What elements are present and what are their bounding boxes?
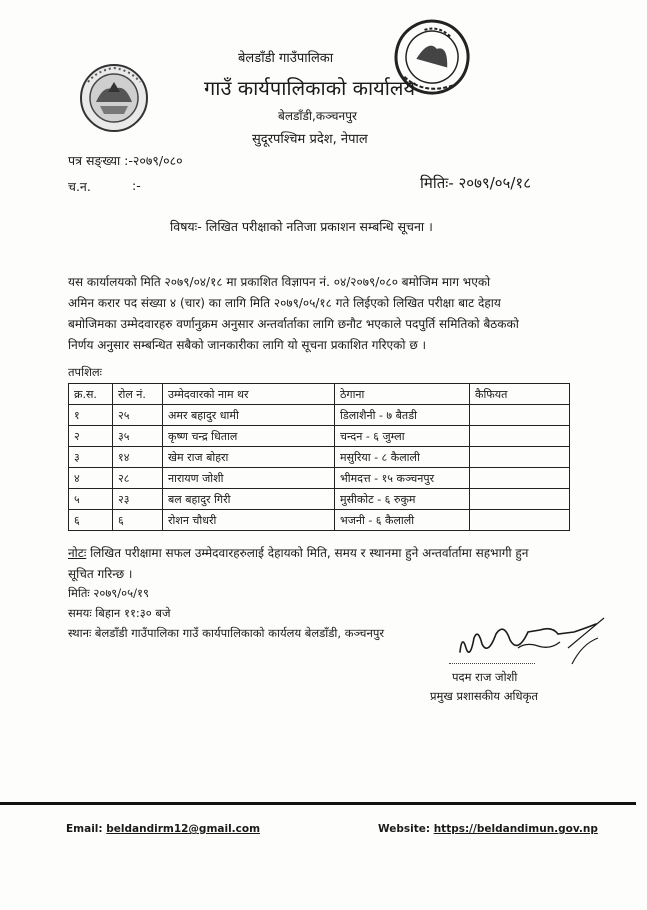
government-emblem-logo: [78, 62, 150, 134]
letter-date: मितिः- २०७९/०५/१८: [420, 174, 532, 192]
table-row: [69, 426, 570, 447]
signature-line: [449, 663, 535, 664]
province-name: सुदूरपश्चिम प्रदेश, नेपाल: [252, 132, 368, 147]
signatory-post: प्रमुख प्रशासकीय अधिकृत: [430, 689, 538, 703]
cell-remarks: [470, 489, 570, 510]
header-address: ठेगाना: [335, 384, 470, 405]
cell-remarks: [470, 468, 570, 489]
cell-roll: ६: [113, 510, 163, 531]
table-row: [69, 405, 570, 426]
cell-name: खेम राज बोहरा: [163, 447, 335, 468]
office-name: गाउँ कार्यपालिकाको कार्यालय: [204, 76, 416, 100]
cell-address: मसुरिया - ८ कैलाली: [335, 447, 470, 468]
note-label: नोटः: [68, 546, 87, 560]
cell-roll: २३: [113, 489, 163, 510]
cell-roll: १४: [113, 447, 163, 468]
footer-website: [378, 823, 598, 835]
interview-time: समयः बिहान ११:३० बजे: [68, 606, 171, 620]
table-row: [69, 510, 570, 531]
notice-note: [68, 543, 568, 585]
cell-name: अमर बहादुर धामी: [163, 405, 335, 426]
interview-date: मितिः २०७९/०५/१९: [68, 586, 149, 600]
note-line: सूचित गरिन्छ ।: [68, 567, 133, 581]
cell-remarks: [470, 447, 570, 468]
header-roll: रोल नं.: [113, 384, 163, 405]
cell-address: चन्दन - ६ जुम्ला: [335, 426, 470, 447]
signatory-name: पदम राज जोशी: [452, 670, 518, 684]
cell-serial: १: [69, 405, 113, 426]
table-caption: तपशिलः: [68, 365, 103, 379]
header-remarks: कैफियत: [470, 384, 570, 405]
footer-email: [66, 823, 260, 835]
table-header-row: [69, 384, 570, 405]
cell-serial: ६: [69, 510, 113, 531]
dispatch-number-label: च.न.: [68, 179, 91, 194]
dispatch-number-value: :-: [132, 178, 141, 193]
cell-roll: २५: [113, 405, 163, 426]
footer-rule: [0, 802, 636, 805]
office-address: बेलडाँडी,कञ्चनपुर: [278, 109, 357, 123]
table-row: [69, 468, 570, 489]
body-line: यस कार्यालयको मिति २०७९/०४/१८ मा प्रकाशित विज्ञापन नं. ०४/२०७९/०८० बमोजिम माग भएको: [68, 275, 491, 289]
municipality-name: बेलडाँडी गाउँपालिका: [238, 51, 334, 66]
header-name: उम्मेदवारको नाम थर: [163, 384, 335, 405]
body-line: बमोजिमका उम्मेदवारहरु वर्णानुक्रम अनुसार अन्तर्वार्ताका लागि छनौट भएकाले पदपुर्ति समितिको बैठकको: [68, 317, 519, 331]
table-row: [69, 447, 570, 468]
cell-serial: ३: [69, 447, 113, 468]
cell-serial: २: [69, 426, 113, 447]
header-serial: क्र.स.: [69, 384, 113, 405]
body-line: निर्णय अनुसार सम्बन्धित सबैको जानकारीका लागि यो सूचना प्रकाशित गरिएको छ ।: [68, 338, 427, 352]
email-link[interactable]: beldandirm12@gmail.com: [106, 823, 261, 835]
body-line: अमिन करार पद संख्या ४ (चार) का लागि मिति २०७९/०५/१८ गते लिईएको लिखित परीक्षा बाट देहाय: [68, 296, 501, 310]
cell-remarks: [470, 510, 570, 531]
subject-line: विषयः- लिखित परीक्षाको नतिजा प्रकाशन सम्बन्धि सूचना ।: [170, 219, 433, 234]
interview-venue: स्थानः बेलडाँडी गाउँपालिका गाउँ कार्यपालिकाको कार्यलय बेलडाँडी, कञ्चनपुर: [68, 626, 385, 640]
cell-name: कृष्ण चन्द्र धिताल: [163, 426, 335, 447]
cell-address: भजनी - ६ कैलाली: [335, 510, 470, 531]
note-line: [68, 543, 568, 564]
cell-name: बल बहादुर गिरी: [163, 489, 335, 510]
cell-name: नारायण जोशी: [163, 468, 335, 489]
candidate-table: [68, 383, 570, 531]
cell-remarks: [470, 405, 570, 426]
notice-body: [68, 272, 568, 356]
cell-roll: २८: [113, 468, 163, 489]
cell-serial: ५: [69, 489, 113, 510]
cell-remarks: [470, 426, 570, 447]
website-link[interactable]: https://beldandimun.gov.np: [433, 823, 598, 835]
note-text: लिखित परीक्षामा सफल उम्मेदवारहरुलाई देहायको मिति, समय र स्थानमा हुने अन्तर्वार्तामा सहभागी हुन: [86, 546, 529, 560]
email-label: Email:: [66, 823, 103, 835]
cell-address: डिलाशैनी - ७ बैतडी: [335, 405, 470, 426]
cell-address: भीमदत्त - १५ कञ्चनपुर: [335, 468, 470, 489]
cell-serial: ४: [69, 468, 113, 489]
reference-number: पत्र सङ्ख्या :-२०७९/०८०: [68, 153, 183, 168]
cell-address: मुसीकोट - ६ रुकुम: [335, 489, 470, 510]
cell-name: रोशन चौधरी: [163, 510, 335, 531]
table-row: [69, 489, 570, 510]
website-label: Website:: [378, 823, 431, 835]
cell-roll: ३५: [113, 426, 163, 447]
